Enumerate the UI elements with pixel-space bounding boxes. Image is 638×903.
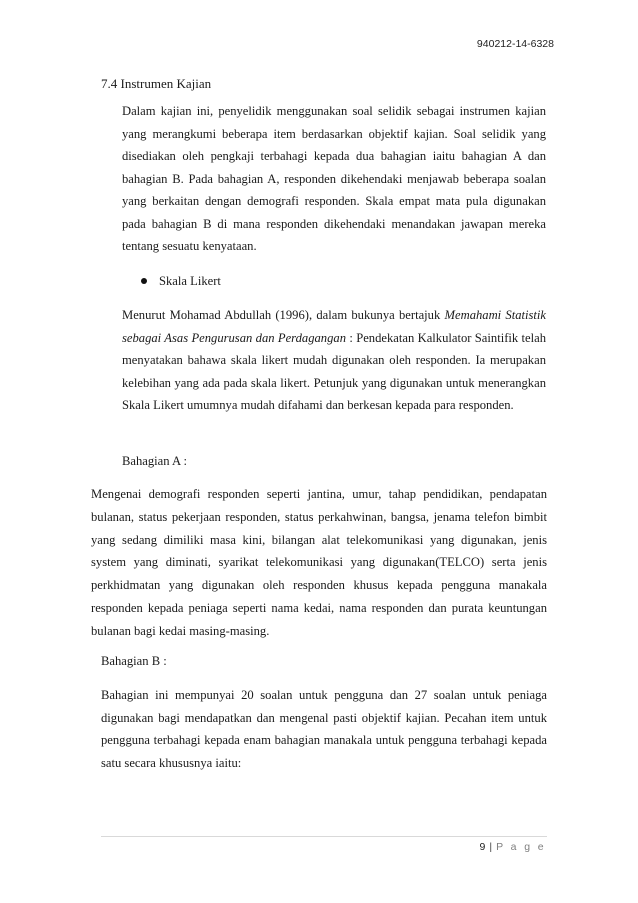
likert-text-before: Menurut Mohamad Abdullah (1996), dalam bukunya bertajuk bbox=[122, 308, 445, 322]
section-b-paragraph: Bahagian ini mempunyai 20 soalan untuk pengguna dan 27 soalan untuk peniaga digunakan bagi mendapatkan dan mengenal pasti objektif kajian. Pecahan item untuk pengguna terbahagi kepada enam bahagian manakala untuk pengguna terbahagi kepada satu secara khususnya iaitu: bbox=[101, 688, 547, 770]
page-footer bbox=[480, 841, 546, 853]
section-b-label: Bahagian B : bbox=[101, 654, 167, 668]
likert-paragraph bbox=[122, 304, 546, 417]
page-word: P a g e bbox=[496, 841, 546, 853]
likert-text-after: : Pendekatan Kalkulator Saintifik telah menyatakan bahawa skala likert mudah digunakan oleh responden. Ia merupakan kelebihan yang ada pada skala likert. Petunjuk yang digunakan untuk menerangkan Skala Likert umumnya mudah difahami dan berkesan kepada para responden. bbox=[122, 330, 547, 412]
bullet-item bbox=[141, 274, 221, 289]
footer-divider bbox=[101, 836, 547, 837]
section-a-paragraph: Mengenai demografi responden seperti jantina, umur, tahap pendidikan, pendapatan bulanan, status pekerjaan responden, status perkahwinan, bangsa, jenama telefon bimbit yang sedang dimiliki masa kini, bilangan alat telekomunikasi yang digunakan, jenis system yang diminati, syarikat telekomunikasi yang digunakan(TELCO) serta jenis perkhidmatan yang digunakan oleh responden khusus kepada pengguna manakala responden kepada peniaga seperti nama kedai, nama responden dan purata keuntungan bulanan bagi kedai masing-masing. bbox=[91, 487, 547, 638]
page-number: 9 bbox=[479, 841, 486, 853]
footer-separator: | bbox=[489, 841, 493, 853]
intro-paragraph: Dalam kajian ini, penyelidik menggunakan soal selidik sebagai instrumen kajian yang merangkumi beberapa item berdasarkan objektif kajian. Soal selidik yang disediakan oleh pengkaji terbahagi kepada dua bahagian iaitu bahagian A dan bahagian B. Pada bahagian A, responden dikehendaki menjawab beberapa soalan yang berkaitan dengan demografi responden. Skala empat mata pula digunakan pada bahagian B di mana responden dikehendaki menandakan jawapan mereka tentang sesuatu kenyataan. bbox=[122, 104, 546, 253]
document-id: 940212-14-6328 bbox=[476, 38, 554, 50]
bullet-dot-icon bbox=[141, 278, 147, 284]
section-title: 7.4 Instrumen Kajian bbox=[101, 76, 212, 91]
bullet-label: Skala Likert bbox=[159, 274, 221, 288]
book-title: Memahami Statistik sebagai Asas Pengurusan dan Perdagangan bbox=[122, 308, 547, 345]
section-a-label: Bahagian A : bbox=[122, 454, 188, 468]
